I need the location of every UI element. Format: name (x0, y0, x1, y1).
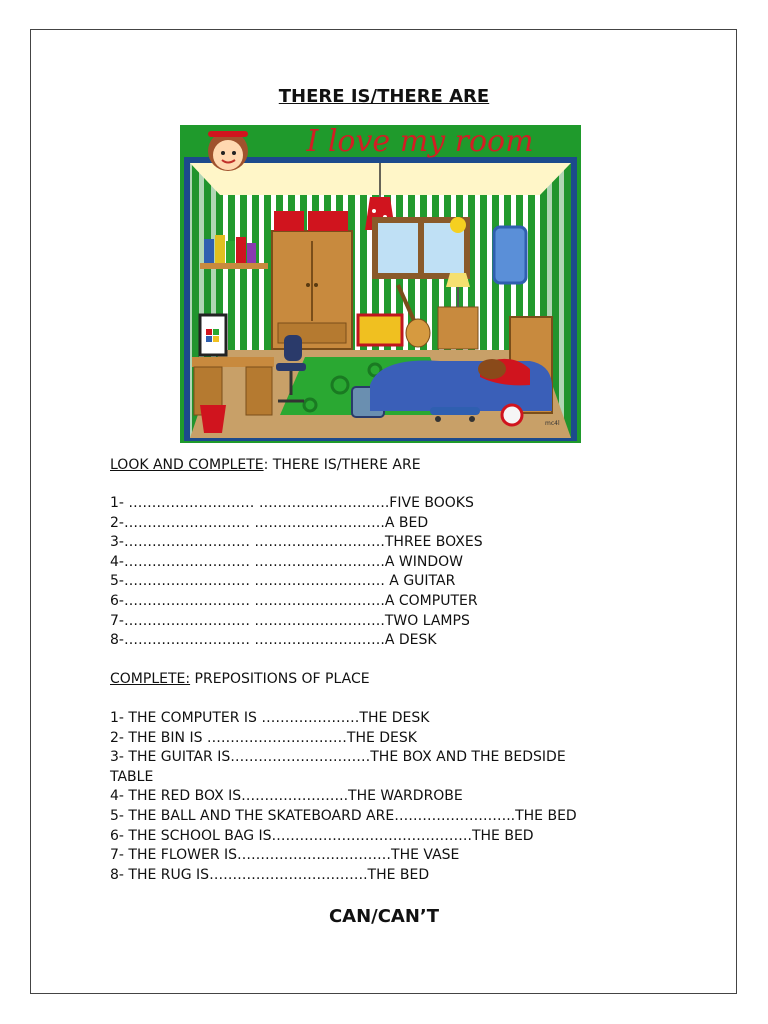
list-item: 8-……………………… ……………………….A DESK (110, 632, 437, 649)
list-item: 3-……………………… ……………………….THREE BOXES (110, 534, 483, 551)
list-item: 2- THE BIN IS …………………………THE DESK (110, 729, 417, 746)
list-item: 4-……………………… ……………………….A WINDOW (110, 553, 463, 570)
section1-heading-underlined: LOOK AND COMPLETE (110, 457, 264, 473)
section1-heading (110, 456, 421, 476)
teddy-bear (478, 359, 506, 379)
signature: mc4l (545, 420, 560, 427)
list-item: 3- THE GUITAR IS…………………………THE BOX AND THE BEDSIDE (110, 749, 566, 766)
list-item: 1- THE COMPUTER IS …………………THE DESK (110, 710, 430, 726)
section1-list (110, 494, 483, 651)
list-item: 8- THE RUG IS…………………………….THE BED (110, 866, 430, 883)
section2-heading (110, 670, 370, 690)
list-item: TABLE (110, 768, 154, 785)
list-item: 7-……………………… ……………………….TWO LAMPS (110, 612, 470, 629)
section2-list (110, 709, 577, 885)
bedroom-illustration (180, 125, 581, 443)
window (372, 217, 470, 279)
computer (200, 315, 226, 355)
bedside-table (438, 307, 478, 349)
yellow-box (358, 315, 402, 345)
bedside-lamp (446, 273, 470, 287)
red-box-2 (308, 211, 348, 231)
list-item: 4- THE RED BOX IS…………………..THE WARDROBE (110, 788, 463, 805)
girl-face-icon (208, 131, 248, 171)
section3-title: CAN/CAN’T (328, 906, 440, 927)
mirror (494, 227, 526, 283)
list-item: 5- THE BALL AND THE SKATEBOARD ARE……………………..THE BED (110, 807, 577, 824)
banner-text: I love my room (306, 125, 534, 159)
list-item: 6- THE SCHOOL BAG IS…………………………………….THE BED (110, 827, 534, 844)
wardrobe (272, 231, 352, 349)
bin (200, 405, 226, 433)
section2-heading-underlined: COMPLETE: (110, 671, 191, 687)
list-item: 6-……………………… ……………………….A COMPUTER (110, 592, 478, 609)
section2-heading-rest: PREPOSITIONS OF PLACE (190, 671, 370, 687)
ball (502, 405, 522, 425)
list-item: 5-……………………… ………………………. A GUITAR (110, 573, 456, 590)
list-item: 2-……………………… ……………………….A BED (110, 514, 429, 531)
list-item: 7- THE FLOWER IS……………………………THE VASE (110, 847, 460, 864)
list-item: 1- ……………………… ……………………….FIVE BOOKS (110, 495, 474, 511)
skateboard (430, 407, 480, 415)
red-box (274, 211, 304, 231)
section1-heading-rest: : THERE IS/THERE ARE (263, 457, 421, 473)
page-title: THERE IS/THERE ARE (278, 86, 490, 107)
